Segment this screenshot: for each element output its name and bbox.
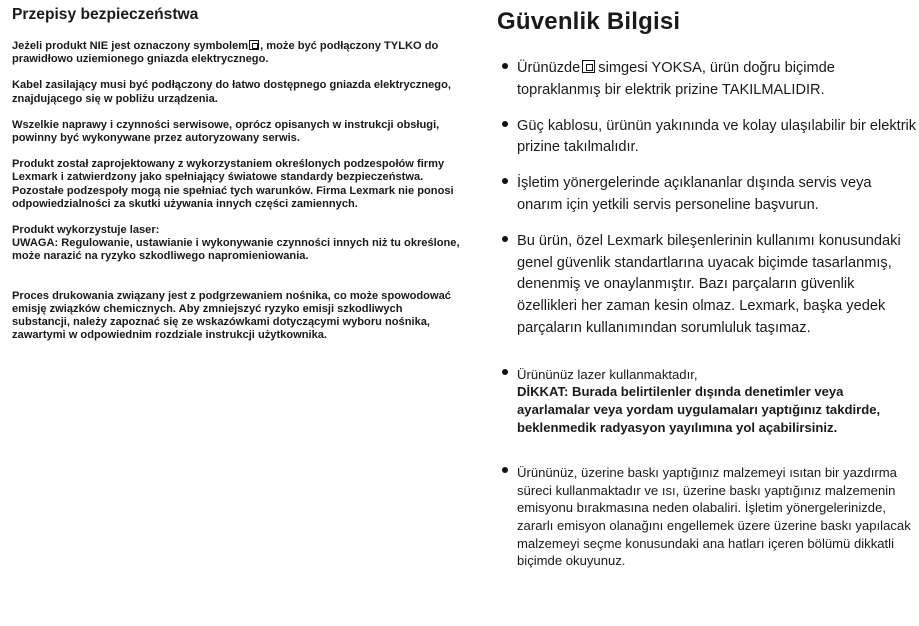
bullet-icon (502, 369, 508, 375)
polish-paragraph-grounding (12, 40, 462, 66)
polish-laser-warning: UWAGA: Regulowanie, ustawianie i wykonywanie czynności innych niż tu określone, może narazić na ryzyko szkodliwego napromieniowania. (12, 237, 460, 263)
polish-safety-section (12, 6, 462, 355)
bullet-icon (502, 467, 508, 473)
double-insulation-icon (249, 40, 259, 50)
bullet-icon (502, 178, 508, 184)
turkish-b6-text: Ürününüz, üzerine baskı yaptığınız malzemeyi ısıtan bir yazdırma süreci kullanmaktadır ve ısı, üzerine baskı yaptığınız malzemenin emisyonu bırakmasına neden olabaliri. İşletim yönergelerinizde, zararlı emisyon olanağını engellemek üzere üzerine baskı yapılacak malzemeyi seçme konusundaki ana hatları içeren bölümü dikkatli biçimde okuyunuz. (517, 465, 911, 569)
list-item (497, 231, 917, 340)
polish-title: Przepisy bezpieczeństwa (12, 6, 199, 23)
polish-paragraph-power-cord: Kabel zasilający musi być podłączony do łatwo dostępnego gniazda elektrycznego, znajdującego się w pobliżu urządzenia. (12, 79, 451, 105)
list-item (497, 116, 917, 160)
polish-p1-text-a: Jeżeli produkt NIE jest oznaczony symbolem (12, 40, 249, 52)
bullet-icon (502, 121, 508, 127)
list-item (497, 58, 917, 102)
polish-p1-text-b: , może być podłączony TYLKO do prawidłowo uziemionego gniazda elektrycznego. (12, 40, 439, 66)
turkish-title: Güvenlik Bilgisi (497, 8, 681, 35)
list-item (497, 464, 917, 570)
polish-paragraph-components: Produkt został zaprojektowany z wykorzystaniem określonych podzespołów firmy Lexmark i zatwierdzony jako spełniający światowe standardy bezpieczeństwa. Pozostałe podzespoły mogą nie spełniać tych warunków. Firma Lexmark nie ponosi odpowiedzialności za skutki używania innych części zamiennych. (12, 158, 454, 210)
list-item (497, 366, 917, 436)
list-item (497, 173, 917, 217)
polish-paragraph-service: Wszelkie naprawy i czynności serwisowe, oprócz opisanych w instrukcji obsługi, powinny być wykonywane przez autoryzowany serwis. (12, 118, 440, 145)
turkish-b4-text: Bu ürün, özel Lexmark bileşenlerinin kullanımı konusundaki genel güvenlik standartlarına uyacak biçimde tasarlanmış, denenmiş ve onaylanmıştır. Bazı parçaların güvenlik özellikleri her zaman kesin olmaz. Lexmark, başka yedek parçaların kullanımından sorumluluk taşımaz. (517, 232, 901, 336)
turkish-laser-line: Ürününüz lazer kullanmaktadır, (517, 366, 698, 382)
turkish-b2-text: Güç kablosu, ürünün yakınında ve kolay ulaşılabilir bir elektrik prizine takılmalıdır. (517, 117, 917, 156)
turkish-safety-section (497, 8, 917, 584)
turkish-laser-warning: DİKKAT: Burada belirtilenler dışında denetimler veya ayarlamalar veya yordam uygulamaları yaptığınız takdirde, beklenmedik radyasyon yayılımına yol açabilirsiniz. (517, 384, 881, 435)
polish-laser-line: Produkt wykorzystuje laser: (12, 224, 160, 237)
bullet-icon (502, 236, 508, 242)
double-insulation-icon (582, 60, 595, 73)
polish-paragraph-emissions: Proces drukowania związany jest z podgrzewaniem nośnika, co może spowodować emisję związków chemicznych. Aby zmniejszyć ryzyko emisji szkodliwych substancji, należy zapoznać się ze wskazówkami dotyczącymi wyboru nośnika, zawartymi w odpowiednim rozdziale instrukcji użytkownika. (12, 289, 451, 342)
turkish-safety-list (497, 58, 917, 570)
turkish-b3-text: İşletim yönergelerinde açıklananlar dışında servis veya onarım için yetkili servis personeline başvurun. (517, 175, 872, 213)
polish-paragraph-laser (12, 224, 462, 264)
turkish-b1-text-a: Ürünüzde (517, 60, 581, 76)
bullet-icon (502, 63, 508, 69)
turkish-b1-text-b: simgesi YOKSA, ürün doğru biçimde topraklanmış bir elektrik prizine TAKILMALIDIR. (517, 60, 835, 98)
